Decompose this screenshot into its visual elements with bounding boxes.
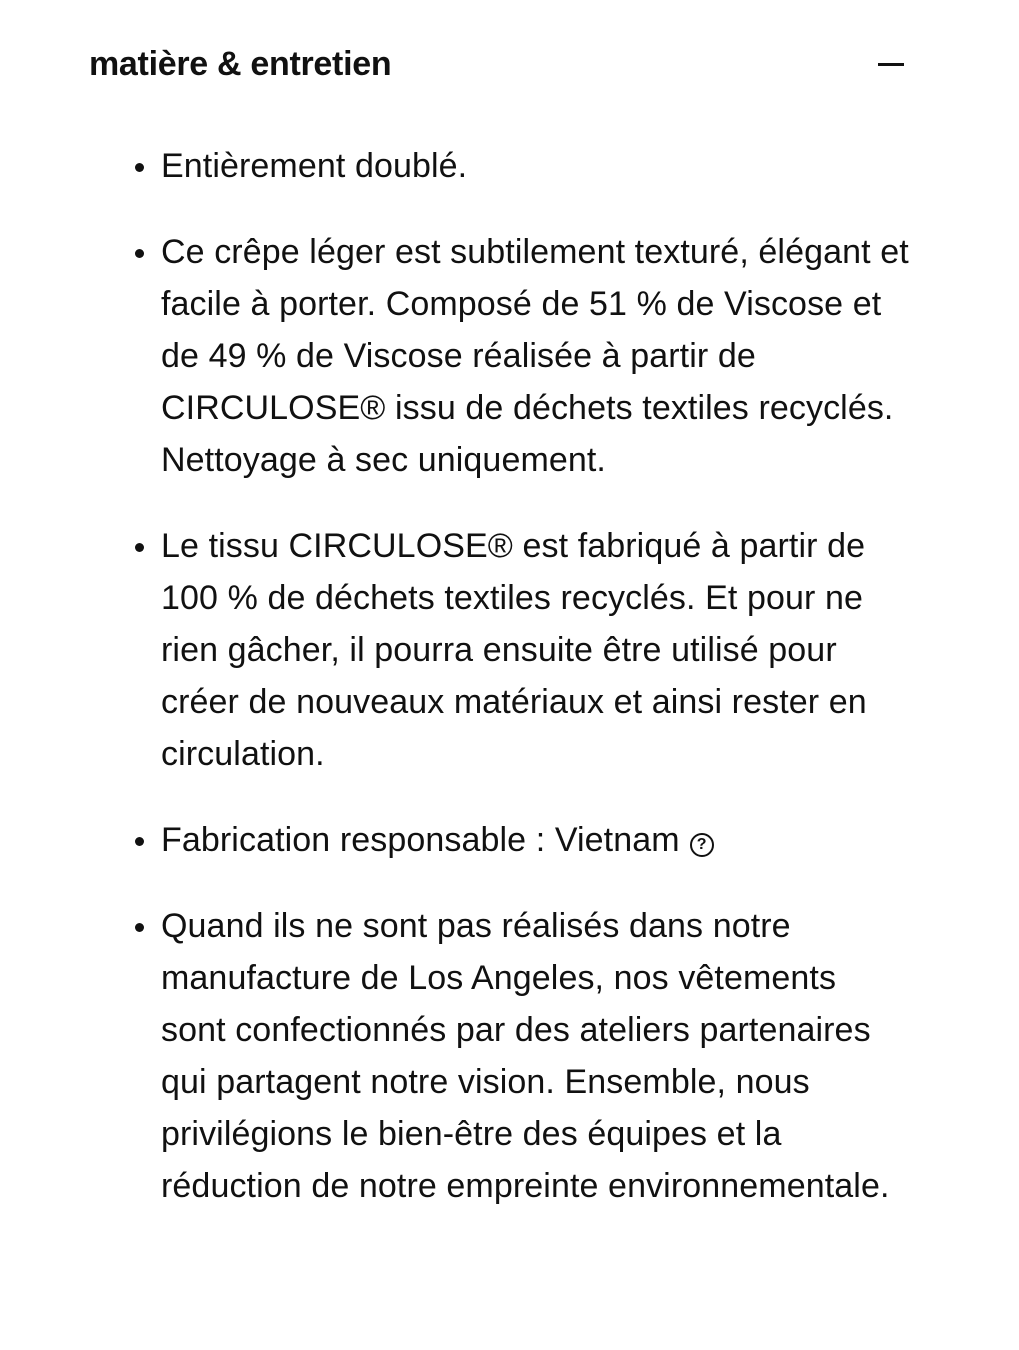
list-item — [0, 900, 1019, 1212]
materials-care-list — [0, 140, 1019, 1246]
list-item — [0, 140, 1019, 192]
list-item-text: Entièrement doublé. — [161, 147, 468, 185]
list-item-text: Fabrication responsable : Vietnam — [161, 821, 680, 859]
list-item — [0, 226, 1019, 486]
list-item — [0, 520, 1019, 780]
accordion-title: matière & entretien — [89, 45, 392, 83]
list-item-text: Quand ils ne sont pas réalisés dans notre manufacture de Los Angeles, nos vêtements sont confectionnés par des ateliers partenaires qui partagent notre vision. Ensemble, nous privilégions le bien-être des équipes et la réduction de notre empreinte environnementale. — [161, 907, 890, 1205]
accordion-header-materials-care[interactable] — [0, 0, 1019, 130]
list-item-text: Le tissu CIRCULOSE® est fabriqué à partir de 100 % de déchets textiles recyclés. Et pour ne rien gâcher, il pourra ensuite être utilisé pour créer de nouveaux matériaux et ainsi rester en circulation. — [161, 527, 867, 773]
list-item — [0, 814, 1019, 866]
list-item-text: Ce crêpe léger est subtilement texturé, élégant et facile à porter. Composé de 51 % de Viscose et de 49 % de Viscose réalisée à partir de CIRCULOSE® issu de déchets textiles recyclés. Nettoyage à sec uniquement. — [161, 233, 909, 479]
question-circle-icon[interactable]: ? — [690, 833, 714, 857]
minus-icon[interactable] — [878, 63, 904, 66]
